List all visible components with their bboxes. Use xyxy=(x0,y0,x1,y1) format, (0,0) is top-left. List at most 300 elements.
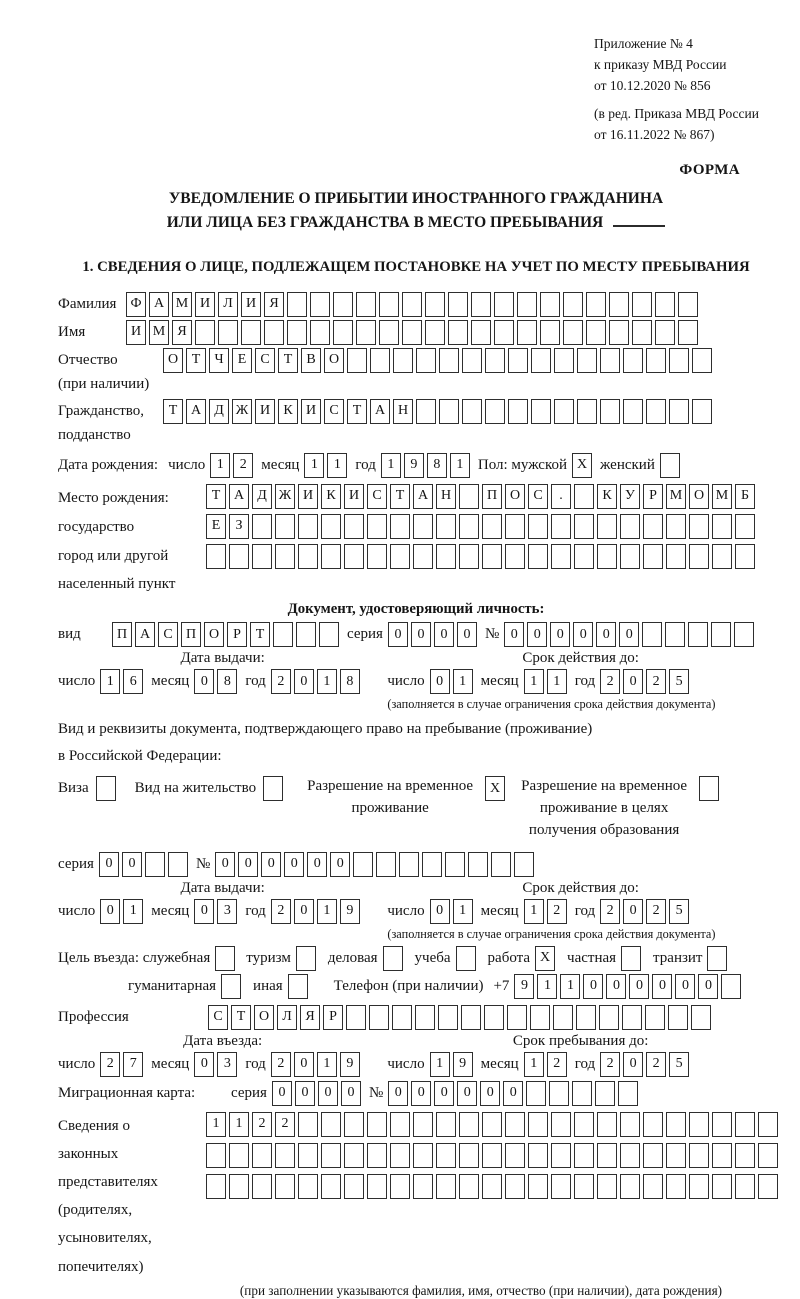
form-cell[interactable]: И xyxy=(344,484,364,509)
form-cell[interactable] xyxy=(485,399,505,424)
form-cell[interactable] xyxy=(390,1174,410,1199)
form-cell[interactable] xyxy=(275,1143,295,1168)
form-cell[interactable]: 2 xyxy=(271,1052,291,1077)
form-cell[interactable] xyxy=(195,320,215,345)
form-cell[interactable] xyxy=(379,292,399,317)
form-cell[interactable]: Д xyxy=(252,484,272,509)
form-cell[interactable]: С xyxy=(324,399,344,424)
form-cell[interactable]: 2 xyxy=(646,899,666,924)
form-cell[interactable] xyxy=(448,292,468,317)
form-cell[interactable] xyxy=(416,399,436,424)
form-cell[interactable]: 2 xyxy=(600,1052,620,1077)
form-cell[interactable]: 2 xyxy=(547,899,567,924)
form-cell[interactable] xyxy=(344,514,364,539)
form-cell[interactable] xyxy=(390,544,410,569)
form-cell[interactable] xyxy=(413,544,433,569)
form-cell[interactable]: 0 xyxy=(194,669,214,694)
form-cell[interactable] xyxy=(620,544,640,569)
form-cell[interactable]: 0 xyxy=(318,1081,338,1106)
form-cell[interactable]: Ф xyxy=(126,292,146,317)
form-cell[interactable]: О xyxy=(254,1005,274,1030)
form-cell[interactable] xyxy=(597,1174,617,1199)
form-cell[interactable]: Р xyxy=(227,622,247,647)
form-cell[interactable]: 2 xyxy=(547,1052,567,1077)
checkbox-visa[interactable] xyxy=(96,776,116,801)
form-cell[interactable]: З xyxy=(229,514,249,539)
form-cell[interactable] xyxy=(252,514,272,539)
form-cell[interactable] xyxy=(666,1112,686,1137)
checkbox-male[interactable]: X xyxy=(572,453,592,478)
form-cell[interactable] xyxy=(425,292,445,317)
form-cell[interactable]: 0 xyxy=(619,622,639,647)
form-cell[interactable] xyxy=(734,622,754,647)
form-cell[interactable] xyxy=(632,320,652,345)
form-cell[interactable] xyxy=(321,1112,341,1137)
form-cell[interactable] xyxy=(482,1174,502,1199)
checkbox-purpose-business[interactable] xyxy=(383,946,403,971)
form-cell[interactable] xyxy=(528,1112,548,1137)
form-cell[interactable] xyxy=(367,514,387,539)
form-cell[interactable] xyxy=(528,544,548,569)
form-cell[interactable] xyxy=(646,399,666,424)
checkbox-purpose-private[interactable] xyxy=(621,946,641,971)
form-cell[interactable] xyxy=(468,852,488,877)
form-cell[interactable] xyxy=(379,320,399,345)
form-cell[interactable] xyxy=(485,348,505,373)
form-cell[interactable] xyxy=(393,348,413,373)
form-cell[interactable] xyxy=(425,320,445,345)
form-cell[interactable]: Я xyxy=(300,1005,320,1030)
form-cell[interactable] xyxy=(321,544,341,569)
form-cell[interactable]: Т xyxy=(186,348,206,373)
form-cell[interactable] xyxy=(572,1081,592,1106)
form-cell[interactable]: Я xyxy=(172,320,192,345)
form-cell[interactable]: П xyxy=(181,622,201,647)
form-cell[interactable] xyxy=(540,292,560,317)
form-cell[interactable] xyxy=(528,1174,548,1199)
form-cell[interactable] xyxy=(689,544,709,569)
form-cell[interactable] xyxy=(310,320,330,345)
form-cell[interactable] xyxy=(471,320,491,345)
form-cell[interactable]: Б xyxy=(735,484,755,509)
form-cell[interactable] xyxy=(517,292,537,317)
form-cell[interactable]: 0 xyxy=(330,852,350,877)
form-cell[interactable] xyxy=(218,320,238,345)
form-cell[interactable]: 3 xyxy=(217,1052,237,1077)
form-cell[interactable]: 7 xyxy=(123,1052,143,1077)
form-cell[interactable] xyxy=(145,852,165,877)
form-cell[interactable] xyxy=(554,399,574,424)
form-cell[interactable]: Т xyxy=(390,484,410,509)
form-cell[interactable] xyxy=(620,1143,640,1168)
form-cell[interactable] xyxy=(600,348,620,373)
form-cell[interactable] xyxy=(563,320,583,345)
form-cell[interactable] xyxy=(319,622,339,647)
form-cell[interactable] xyxy=(168,852,188,877)
form-cell[interactable] xyxy=(494,292,514,317)
form-cell[interactable]: 0 xyxy=(623,1052,643,1077)
form-cell[interactable] xyxy=(471,292,491,317)
form-cell[interactable] xyxy=(563,292,583,317)
form-cell[interactable] xyxy=(346,1005,366,1030)
form-cell[interactable]: 0 xyxy=(388,1081,408,1106)
form-cell[interactable]: 1 xyxy=(381,453,401,478)
form-cell[interactable] xyxy=(206,1174,226,1199)
form-cell[interactable] xyxy=(367,1143,387,1168)
form-cell[interactable]: Т xyxy=(347,399,367,424)
form-cell[interactable] xyxy=(597,514,617,539)
form-cell[interactable] xyxy=(551,1143,571,1168)
form-cell[interactable] xyxy=(459,544,479,569)
form-cell[interactable]: 0 xyxy=(294,669,314,694)
form-cell[interactable] xyxy=(620,1174,640,1199)
form-cell[interactable]: 0 xyxy=(295,1081,315,1106)
form-cell[interactable]: 0 xyxy=(215,852,235,877)
form-cell[interactable] xyxy=(553,1005,573,1030)
form-cell[interactable] xyxy=(609,320,629,345)
form-cell[interactable] xyxy=(551,1174,571,1199)
form-cell[interactable] xyxy=(415,1005,435,1030)
form-cell[interactable] xyxy=(678,292,698,317)
form-cell[interactable]: 0 xyxy=(573,622,593,647)
form-cell[interactable] xyxy=(390,1112,410,1137)
form-cell[interactable] xyxy=(574,1143,594,1168)
form-cell[interactable]: Д xyxy=(209,399,229,424)
form-cell[interactable] xyxy=(574,484,594,509)
form-cell[interactable]: 0 xyxy=(434,1081,454,1106)
form-cell[interactable] xyxy=(643,514,663,539)
form-cell[interactable] xyxy=(712,1143,732,1168)
form-cell[interactable] xyxy=(632,292,652,317)
form-cell[interactable]: 2 xyxy=(600,669,620,694)
form-cell[interactable] xyxy=(252,1174,272,1199)
form-cell[interactable]: 9 xyxy=(340,1052,360,1077)
form-cell[interactable] xyxy=(688,622,708,647)
form-cell[interactable] xyxy=(436,1143,456,1168)
form-cell[interactable] xyxy=(666,1174,686,1199)
form-cell[interactable]: 5 xyxy=(669,669,689,694)
form-cell[interactable] xyxy=(711,622,731,647)
form-cell[interactable]: И xyxy=(298,484,318,509)
form-cell[interactable] xyxy=(508,348,528,373)
form-cell[interactable] xyxy=(439,399,459,424)
form-cell[interactable]: Л xyxy=(218,292,238,317)
form-cell[interactable] xyxy=(645,1005,665,1030)
form-cell[interactable]: 0 xyxy=(430,899,450,924)
form-cell[interactable] xyxy=(597,1143,617,1168)
form-cell[interactable] xyxy=(438,1005,458,1030)
form-cell[interactable] xyxy=(526,1081,546,1106)
form-cell[interactable] xyxy=(508,399,528,424)
form-cell[interactable] xyxy=(353,852,373,877)
form-cell[interactable]: 2 xyxy=(646,669,666,694)
form-cell[interactable]: 6 xyxy=(123,669,143,694)
form-cell[interactable]: 3 xyxy=(217,899,237,924)
form-cell[interactable]: 1 xyxy=(229,1112,249,1137)
form-cell[interactable]: 0 xyxy=(99,852,119,877)
form-cell[interactable] xyxy=(296,622,316,647)
form-cell[interactable]: А xyxy=(413,484,433,509)
form-cell[interactable]: 8 xyxy=(427,453,447,478)
form-cell[interactable] xyxy=(643,1143,663,1168)
form-cell[interactable]: Т xyxy=(206,484,226,509)
form-cell[interactable]: 0 xyxy=(698,974,718,999)
form-cell[interactable]: Я xyxy=(264,292,284,317)
form-cell[interactable]: Ж xyxy=(232,399,252,424)
form-cell[interactable] xyxy=(399,852,419,877)
form-cell[interactable] xyxy=(436,1112,456,1137)
checkbox-residence-permit[interactable] xyxy=(263,776,283,801)
form-cell[interactable] xyxy=(333,320,353,345)
form-cell[interactable] xyxy=(689,514,709,539)
form-cell[interactable]: О xyxy=(324,348,344,373)
form-cell[interactable] xyxy=(643,544,663,569)
form-cell[interactable] xyxy=(439,348,459,373)
form-cell[interactable] xyxy=(436,1174,456,1199)
form-cell[interactable]: 0 xyxy=(606,974,626,999)
form-cell[interactable]: О xyxy=(163,348,183,373)
form-cell[interactable]: 9 xyxy=(404,453,424,478)
form-cell[interactable]: 1 xyxy=(547,669,567,694)
form-cell[interactable]: 1 xyxy=(304,453,324,478)
form-cell[interactable]: 0 xyxy=(272,1081,292,1106)
form-cell[interactable] xyxy=(298,514,318,539)
form-cell[interactable]: 0 xyxy=(284,852,304,877)
form-cell[interactable] xyxy=(344,544,364,569)
form-cell[interactable] xyxy=(448,320,468,345)
form-cell[interactable] xyxy=(356,292,376,317)
form-cell[interactable] xyxy=(655,320,675,345)
checkbox-female[interactable] xyxy=(660,453,680,478)
form-cell[interactable]: 0 xyxy=(457,1081,477,1106)
form-cell[interactable] xyxy=(666,544,686,569)
form-cell[interactable] xyxy=(459,1143,479,1168)
form-cell[interactable]: 0 xyxy=(583,974,603,999)
form-cell[interactable]: О xyxy=(204,622,224,647)
form-cell[interactable]: Н xyxy=(436,484,456,509)
form-cell[interactable] xyxy=(298,1143,318,1168)
form-cell[interactable] xyxy=(689,1112,709,1137)
form-cell[interactable] xyxy=(310,292,330,317)
form-cell[interactable] xyxy=(229,544,249,569)
form-cell[interactable] xyxy=(586,320,606,345)
form-cell[interactable]: Е xyxy=(206,514,226,539)
form-cell[interactable] xyxy=(273,622,293,647)
form-cell[interactable] xyxy=(462,348,482,373)
checkbox-purpose-other[interactable] xyxy=(288,974,308,999)
form-cell[interactable] xyxy=(712,514,732,539)
form-cell[interactable] xyxy=(367,1112,387,1137)
form-cell[interactable]: 2 xyxy=(100,1052,120,1077)
form-cell[interactable]: Е xyxy=(232,348,252,373)
form-cell[interactable] xyxy=(482,544,502,569)
form-cell[interactable]: И xyxy=(241,292,261,317)
form-cell[interactable]: С xyxy=(255,348,275,373)
form-cell[interactable] xyxy=(321,514,341,539)
form-cell[interactable] xyxy=(275,1174,295,1199)
form-cell[interactable]: С xyxy=(208,1005,228,1030)
form-cell[interactable] xyxy=(413,1112,433,1137)
form-cell[interactable] xyxy=(264,320,284,345)
form-cell[interactable] xyxy=(599,1005,619,1030)
form-cell[interactable] xyxy=(390,1143,410,1168)
form-cell[interactable]: 0 xyxy=(307,852,327,877)
form-cell[interactable] xyxy=(666,514,686,539)
form-cell[interactable]: И xyxy=(195,292,215,317)
form-cell[interactable]: 0 xyxy=(411,622,431,647)
form-cell[interactable] xyxy=(758,1112,778,1137)
form-cell[interactable] xyxy=(551,514,571,539)
form-cell[interactable] xyxy=(646,348,666,373)
form-cell[interactable] xyxy=(461,1005,481,1030)
form-cell[interactable] xyxy=(369,1005,389,1030)
form-cell[interactable] xyxy=(367,544,387,569)
form-cell[interactable]: А xyxy=(229,484,249,509)
form-cell[interactable] xyxy=(692,399,712,424)
form-cell[interactable] xyxy=(482,1143,502,1168)
form-cell[interactable]: М xyxy=(712,484,732,509)
checkbox-purpose-tourism[interactable] xyxy=(296,946,316,971)
form-cell[interactable] xyxy=(402,320,422,345)
form-cell[interactable] xyxy=(528,1143,548,1168)
form-cell[interactable]: 0 xyxy=(457,622,477,647)
form-cell[interactable] xyxy=(252,1143,272,1168)
checkbox-purpose-study[interactable] xyxy=(456,946,476,971)
form-cell[interactable] xyxy=(689,1174,709,1199)
form-cell[interactable] xyxy=(643,1174,663,1199)
form-cell[interactable] xyxy=(298,544,318,569)
form-cell[interactable] xyxy=(643,1112,663,1137)
form-cell[interactable] xyxy=(669,348,689,373)
form-cell[interactable] xyxy=(505,514,525,539)
form-cell[interactable] xyxy=(505,1143,525,1168)
form-cell[interactable] xyxy=(517,320,537,345)
form-cell[interactable]: И xyxy=(301,399,321,424)
form-cell[interactable] xyxy=(758,1143,778,1168)
form-cell[interactable] xyxy=(505,1112,525,1137)
form-cell[interactable]: 0 xyxy=(652,974,672,999)
form-cell[interactable] xyxy=(402,292,422,317)
checkbox-temp-residence-education[interactable] xyxy=(699,776,719,801)
form-cell[interactable]: 1 xyxy=(524,669,544,694)
form-cell[interactable] xyxy=(491,852,511,877)
form-cell[interactable] xyxy=(436,544,456,569)
form-cell[interactable]: 0 xyxy=(100,899,120,924)
form-cell[interactable]: Л xyxy=(277,1005,297,1030)
form-cell[interactable] xyxy=(229,1174,249,1199)
form-cell[interactable] xyxy=(321,1143,341,1168)
form-cell[interactable]: В xyxy=(301,348,321,373)
form-cell[interactable] xyxy=(298,1174,318,1199)
form-cell[interactable] xyxy=(669,399,689,424)
form-cell[interactable]: О xyxy=(689,484,709,509)
form-cell[interactable] xyxy=(540,320,560,345)
form-cell[interactable]: 8 xyxy=(340,669,360,694)
form-cell[interactable] xyxy=(459,1112,479,1137)
form-cell[interactable] xyxy=(462,399,482,424)
form-cell[interactable] xyxy=(735,1174,755,1199)
form-cell[interactable]: 1 xyxy=(100,669,120,694)
form-cell[interactable] xyxy=(735,544,755,569)
form-cell[interactable] xyxy=(390,514,410,539)
form-cell[interactable]: 1 xyxy=(123,899,143,924)
form-cell[interactable] xyxy=(735,1112,755,1137)
form-cell[interactable]: 0 xyxy=(194,899,214,924)
form-cell[interactable]: 0 xyxy=(261,852,281,877)
form-cell[interactable] xyxy=(597,1112,617,1137)
form-cell[interactable] xyxy=(620,514,640,539)
form-cell[interactable] xyxy=(505,1174,525,1199)
form-cell[interactable] xyxy=(597,544,617,569)
form-cell[interactable]: А xyxy=(370,399,390,424)
form-cell[interactable]: 2 xyxy=(271,669,291,694)
form-cell[interactable] xyxy=(574,1174,594,1199)
form-cell[interactable]: 0 xyxy=(623,899,643,924)
form-cell[interactable] xyxy=(576,1005,596,1030)
form-cell[interactable] xyxy=(321,1174,341,1199)
form-cell[interactable]: Т xyxy=(163,399,183,424)
form-cell[interactable] xyxy=(392,1005,412,1030)
form-cell[interactable]: 1 xyxy=(430,1052,450,1077)
form-cell[interactable] xyxy=(482,1112,502,1137)
form-cell[interactable] xyxy=(287,320,307,345)
form-cell[interactable] xyxy=(577,399,597,424)
form-cell[interactable] xyxy=(586,292,606,317)
form-cell[interactable] xyxy=(531,399,551,424)
form-cell[interactable]: 1 xyxy=(524,1052,544,1077)
form-cell[interactable] xyxy=(422,852,442,877)
form-cell[interactable]: 0 xyxy=(388,622,408,647)
form-cell[interactable]: 1 xyxy=(537,974,557,999)
form-cell[interactable] xyxy=(367,1174,387,1199)
form-cell[interactable]: А xyxy=(135,622,155,647)
form-cell[interactable]: 0 xyxy=(480,1081,500,1106)
form-cell[interactable] xyxy=(642,622,662,647)
checkbox-purpose-humanitarian[interactable] xyxy=(221,974,241,999)
form-cell[interactable]: Т xyxy=(231,1005,251,1030)
form-cell[interactable]: Ч xyxy=(209,348,229,373)
form-cell[interactable]: 5 xyxy=(669,1052,689,1077)
form-cell[interactable]: 0 xyxy=(434,622,454,647)
checkbox-temp-residence[interactable]: X xyxy=(485,776,505,801)
form-cell[interactable] xyxy=(622,1005,642,1030)
form-cell[interactable] xyxy=(692,348,712,373)
form-cell[interactable]: 0 xyxy=(675,974,695,999)
form-cell[interactable]: 1 xyxy=(453,669,473,694)
form-cell[interactable] xyxy=(507,1005,527,1030)
form-cell[interactable]: 0 xyxy=(504,622,524,647)
form-cell[interactable]: 1 xyxy=(453,899,473,924)
form-cell[interactable] xyxy=(206,544,226,569)
form-cell[interactable]: 0 xyxy=(411,1081,431,1106)
form-cell[interactable]: К xyxy=(278,399,298,424)
form-cell[interactable] xyxy=(721,974,741,999)
form-cell[interactable]: 8 xyxy=(217,669,237,694)
form-cell[interactable]: 1 xyxy=(206,1112,226,1137)
form-cell[interactable]: Т xyxy=(278,348,298,373)
form-cell[interactable] xyxy=(206,1143,226,1168)
form-cell[interactable] xyxy=(712,1112,732,1137)
form-cell[interactable] xyxy=(600,399,620,424)
form-cell[interactable] xyxy=(229,1143,249,1168)
form-cell[interactable]: С xyxy=(158,622,178,647)
form-cell[interactable] xyxy=(623,348,643,373)
form-cell[interactable]: 2 xyxy=(646,1052,666,1077)
form-cell[interactable] xyxy=(445,852,465,877)
form-cell[interactable] xyxy=(689,1143,709,1168)
form-cell[interactable]: И xyxy=(126,320,146,345)
form-cell[interactable]: 1 xyxy=(524,899,544,924)
